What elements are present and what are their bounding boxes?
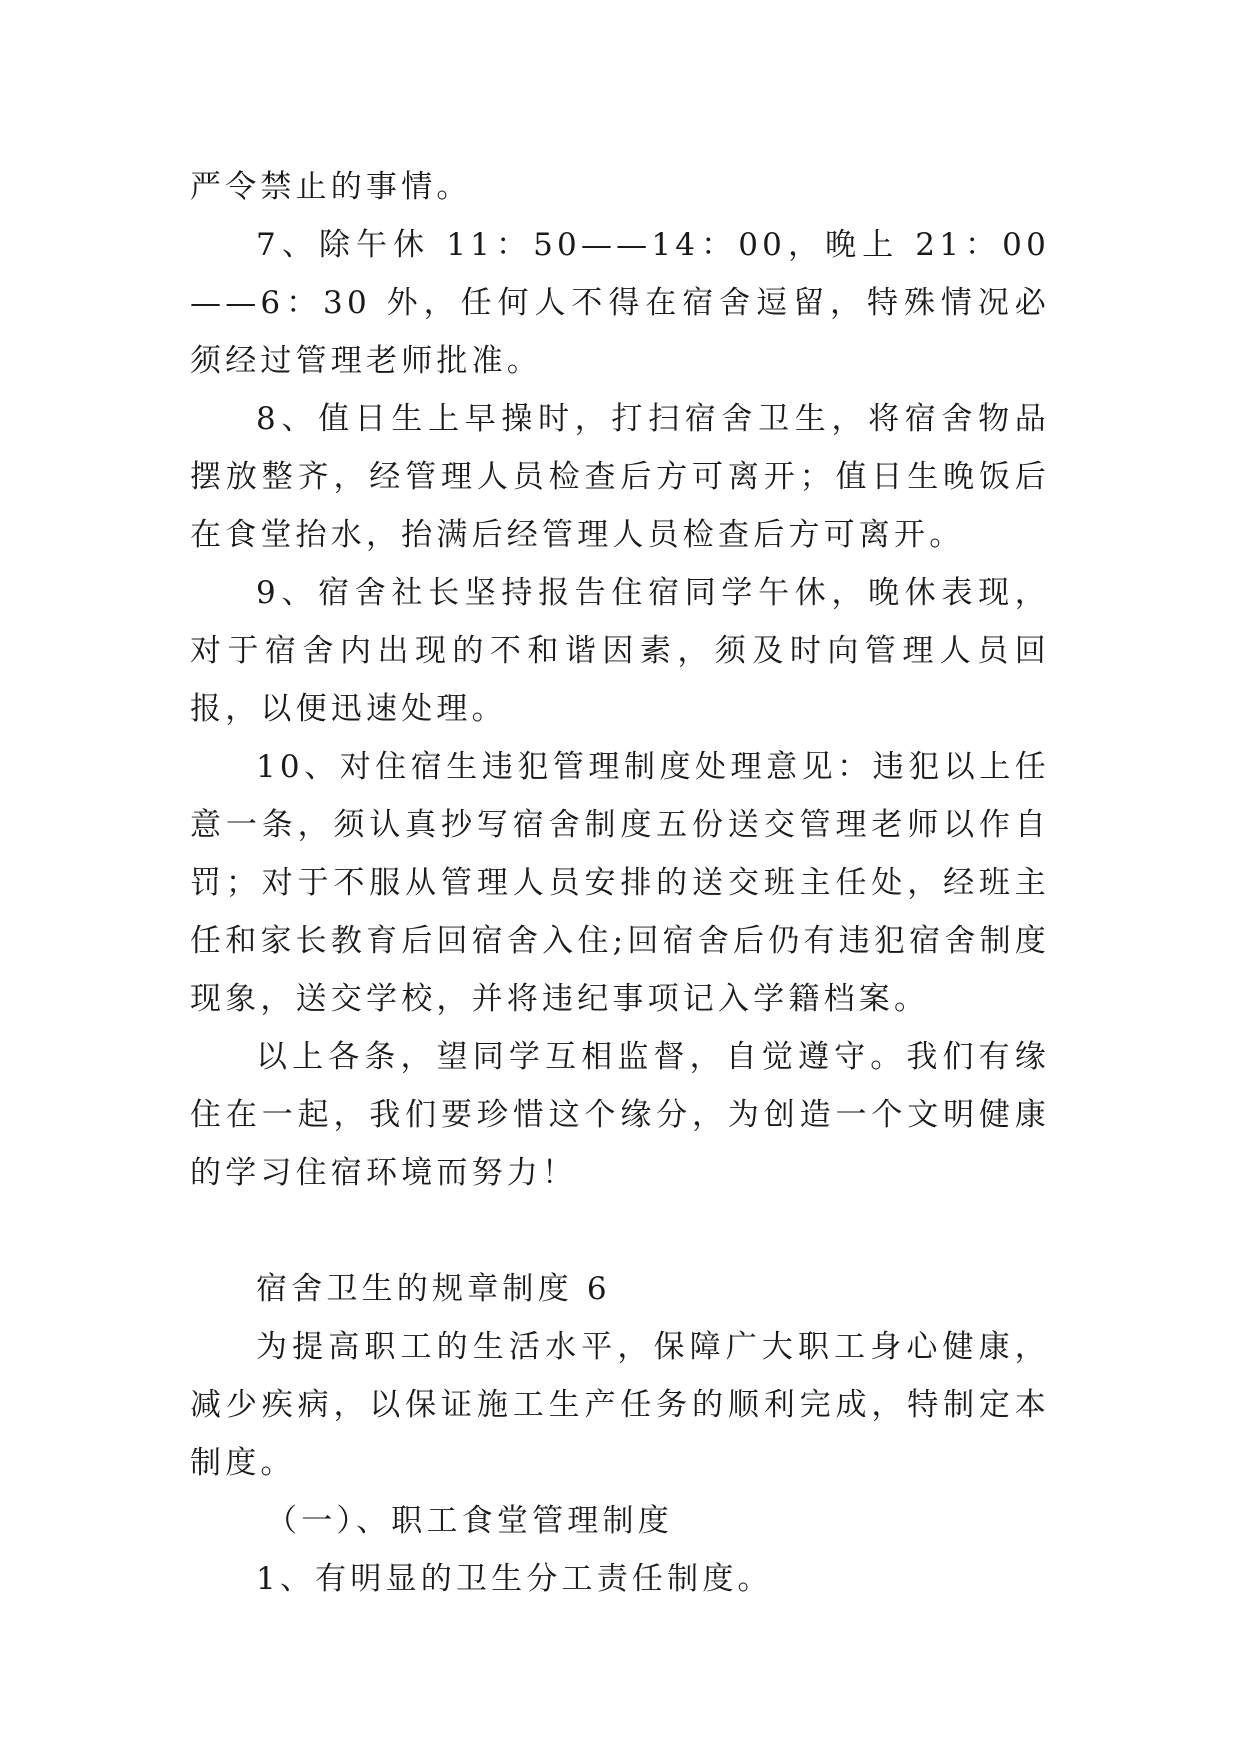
- rule-item-8: 8、值日生上早操时，打扫宿舍卫生，将宿舍物品摆放整齐，经管理人员检查后方可离开；值日生晚饭后在食堂抬水，抬满后经管理人员检查后方可离开。: [190, 401, 1050, 553]
- closing-paragraph: 以上各条，望同学互相监督，自觉遵守。我们有缘住在一起，我们要珍惜这个缘分，为创造一个文明健康的学习住宿环境而努力！: [190, 1039, 1050, 1191]
- rule-item-7: 7、除午休 11：50——14：00，晚上 21：00——6：30 外，任何人不得在宿舍逗留，特殊情况必须经过管理老师批准。: [190, 227, 1050, 379]
- document-body: [190, 158, 1050, 1608]
- section-item-1: 1、有明显的卫生分工责任制度。: [256, 1561, 773, 1597]
- paragraph-continuation: 严令禁止的事情。: [190, 169, 472, 205]
- rule-item-9: 9、宿舍社长坚持报告住宿同学午休，晚休表现，对于宿舍内出现的不和谐因素，须及时向管理人员回报，以便迅速处理。: [190, 575, 1050, 727]
- section-title: 宿舍卫生的规章制度 6: [256, 1271, 611, 1307]
- section-intro: 为提高职工的生活水平，保障广大职工身心健康，减少疾病，以保证施工生产任务的顺利完成，特制定本制度。: [190, 1329, 1050, 1481]
- rule-item-10: 10、对住宿生违犯管理制度处理意见：违犯以上任意一条，须认真抄写宿舍制度五份送交管理老师以作自罚；对于不服从管理人员安排的送交班主任处，经班主任和家长教育后回宿舍入住;回宿舍后仍有违犯宿舍制度现象，送交学校，并将违纪事项记入学籍档案。: [190, 749, 1050, 1017]
- section-subheading: （一）、职工食堂管理制度: [266, 1503, 673, 1539]
- section-spacer: [190, 1202, 1050, 1260]
